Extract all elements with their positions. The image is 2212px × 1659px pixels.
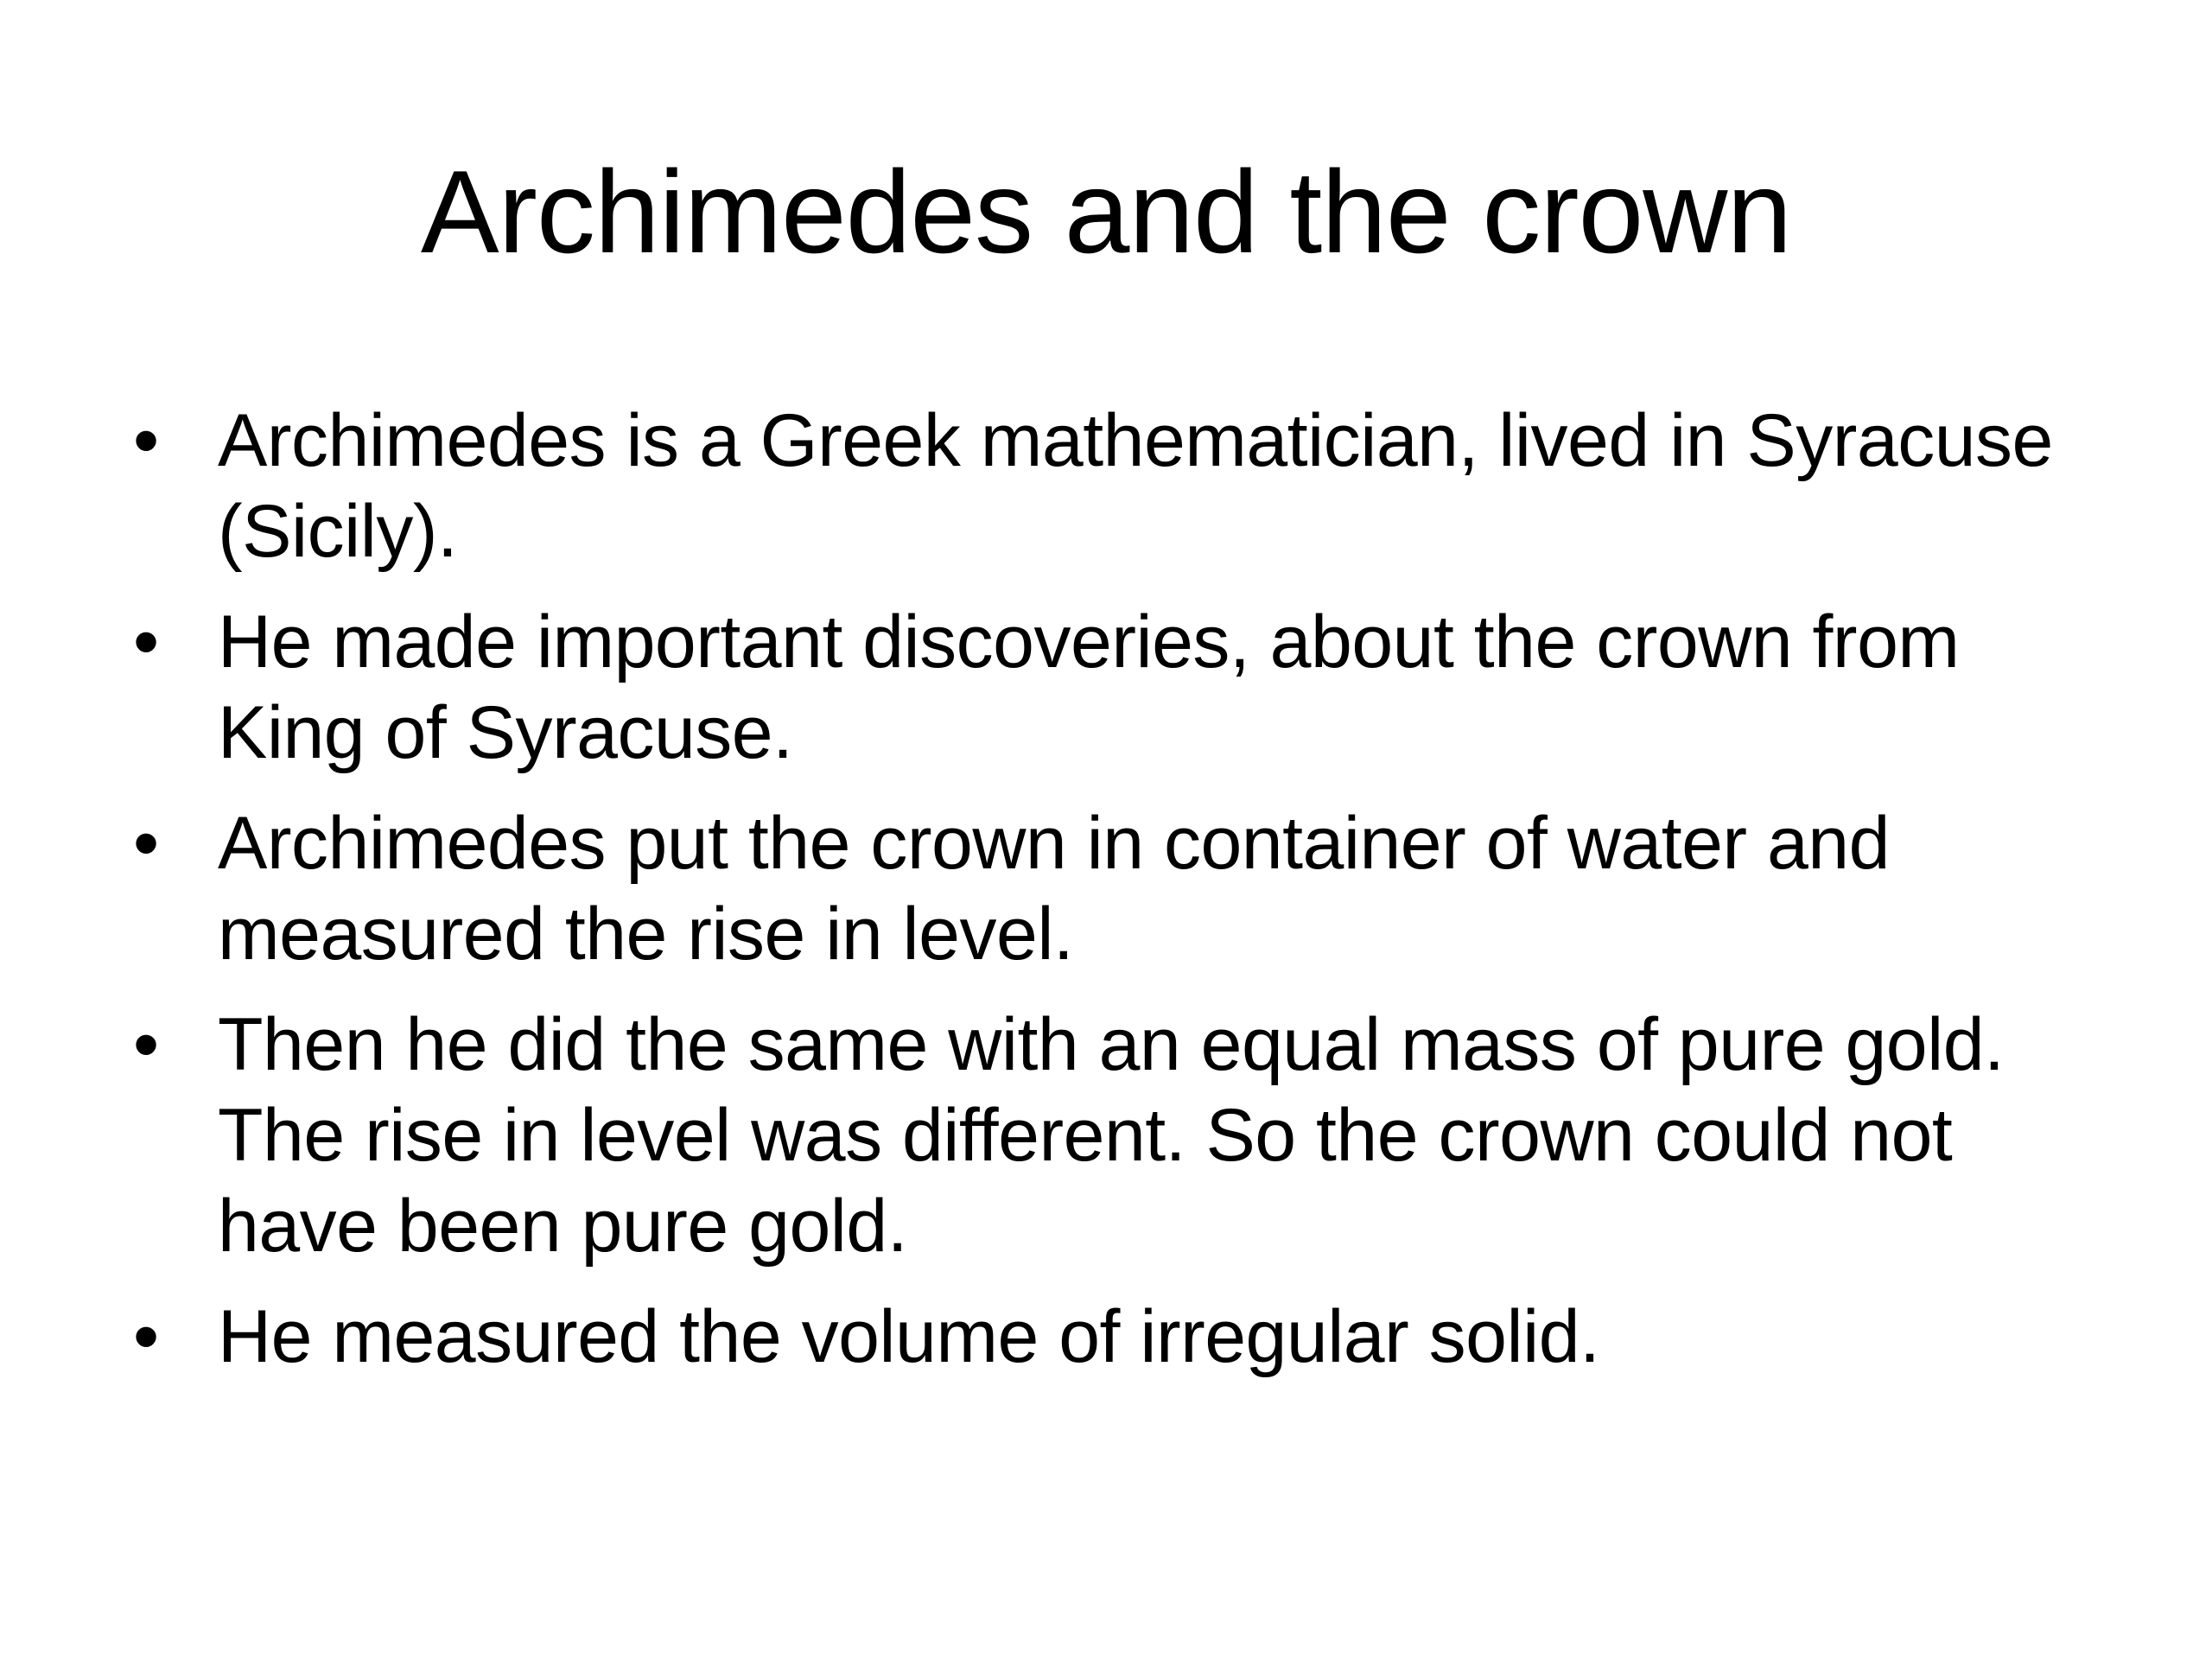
bullet-icon: • [133, 802, 159, 885]
bullet-item [130, 1000, 2108, 1272]
bullet-text: He measured the volume of irregular solid. [218, 1295, 1600, 1378]
bullet-list [130, 396, 2108, 1402]
bullet-item [130, 597, 2108, 779]
bullet-text: He made important discoveries, about the crown from King of Syracuse. [218, 601, 1960, 774]
bullet-item [130, 798, 2108, 980]
bullet-icon: • [133, 601, 159, 683]
bullet-text: Archimedes is a Greek mathematician, lived in Syracuse (Sicily). [218, 399, 2053, 573]
bullet-icon: • [133, 399, 159, 482]
bullet-item [130, 396, 2108, 577]
bullet-text: Archimedes put the crown in container of water and measured the rise in level. [218, 802, 1890, 976]
bullet-item [130, 1292, 2108, 1382]
bullet-icon: • [133, 1003, 159, 1086]
bullet-text: Then he did the same with an equal mass of pure gold. The rise in level was different. So the crown could not have been pure gold. [218, 1003, 2005, 1268]
slide-title: Archimedes and the crown [420, 146, 1792, 277]
bullet-icon: • [133, 1295, 159, 1378]
